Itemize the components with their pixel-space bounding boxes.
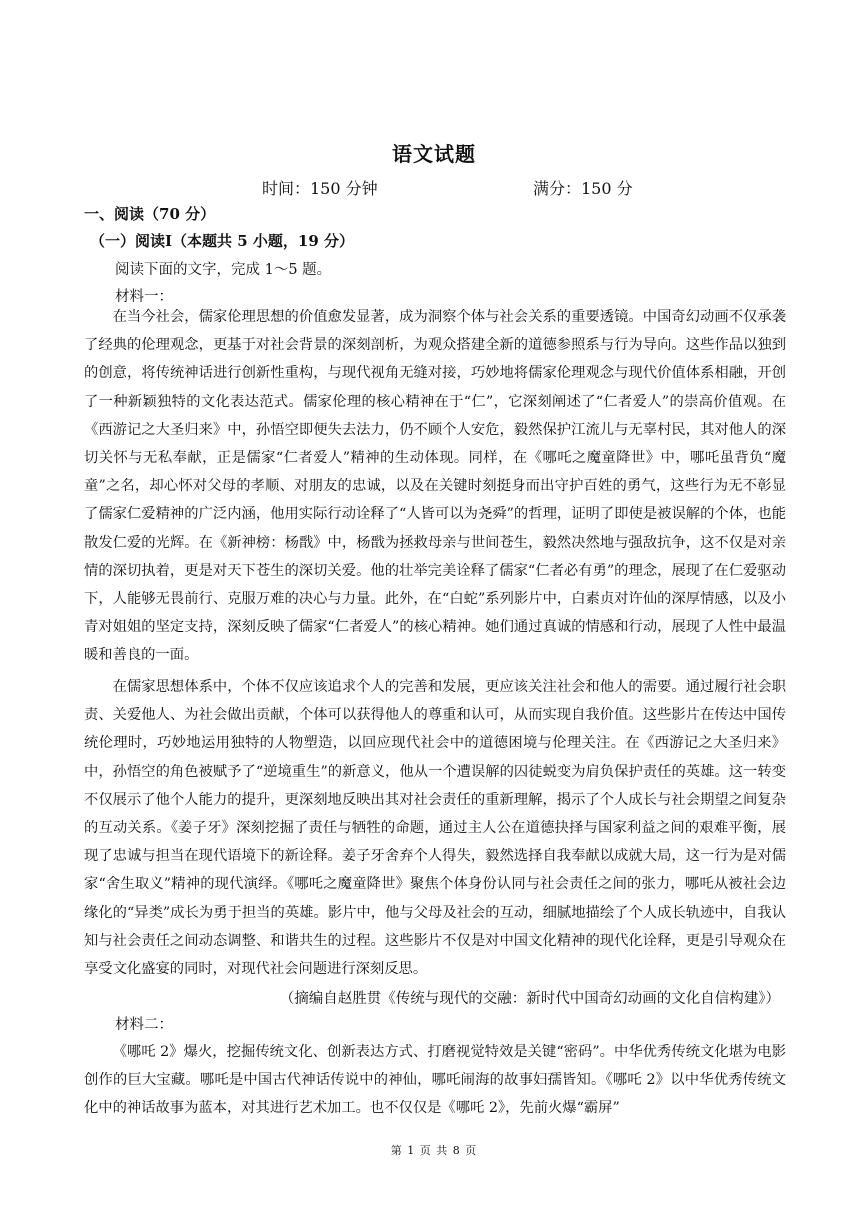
instruction-text: 阅读下面的文字，完成 1～5 题。 (115, 262, 332, 278)
exam-time: 时间：150 分钟 (262, 179, 378, 198)
material-two-label: 材料二： (115, 1017, 173, 1033)
material-one-paragraph: 在当今社会，儒家伦理思想的价值愈发显著，成为洞察个体与社会关系的重要透镜。中国奇幻动画不仅承袭了经典的伦理观念，更基于对社会背景的深刻剖析，为观众搭建全新的道德参照系与行为导向。这些作品以独到的创意，将传统神话进行创新性重构，与现代视角无缝对接，巧妙地将儒家伦理观念与现代价值体系相融，开创了一种新颖独特的文化表达范式。儒家伦理的核心精神在于“仁”，它深刻阐述了“仁者爱人”的崇高价值观。在《西游记之大圣归来》中，孙悟空即便失去法力，仍不顾个人安危，毅然保护江流儿与无辜村民，其对他人的深切关怀与无私奉献，正是儒家“仁者爱人”精神的生动体现。同样，在《哪吒之魔童降世》中，哪吒虽背负“魔童”之名，却心怀对父母的孝顺、对朋友的忠诚，以及在关键时刻挺身而出守护百姓的勇气，这些行为无不彰显了儒家仁爱精神的广泛内涵，他用实际行动诠释了“人皆可以为尧舜”的哲理，证明了即使是被误解的个体，也能散发仁爱的光辉。在《新神榜：杨戬》中，杨戬为拯救母亲与世间苍生，毅然决然地与强敌抗争，这不仅是对亲情的深切执着，更是对天下苍生的深切关爱。他的壮举完美诠释了儒家“仁者必有勇”的理念，展现了在仁爱驱动下，人能够无畏前行、克服万难的决心与力量。此外，在“白蛇”系列影片中，白素贞对许仙的深厚情感，以及小青对姐姐的坚定支持，深刻反映了儒家“仁者爱人”的核心精神。她们通过真诚的情感和行动，展现了人性中最温暖和善良的一面。 (84, 309, 786, 664)
material-one-label: 材料一： (115, 289, 173, 305)
subsection-heading: （一）阅读Ⅰ（本题共 5 小题，19 分） (90, 232, 354, 250)
section-heading: 一、阅读（70 分） (84, 205, 216, 223)
page-number: 第 1 页 共 8 页 (390, 1144, 478, 1157)
material-two-paragraph: 《哪吒 2》爆火，挖掘传统文化、创新表达方式、打磨视觉特效是关键“密码”。中华优秀传统文化堪为电影创作的巨大宝藏。哪吒是中国古代神话传说中的神仙，哪吒闹海的故事妇孺皆知。《哪吒 2》以中华优秀传统文化中的神话故事为蓝本，对其进行艺术加工。也不仅仅是《哪吒 2》，先前火爆“霸屏” (84, 1044, 786, 1117)
source-citation: （摘编自赵胜贯《传统与现代的交融：新时代中国奇幻动画的文化自信构建》） (279, 991, 780, 1007)
page-title: 语文试题 (392, 142, 476, 166)
material-one-paragraph: 在儒家思想体系中，个体不仅应该追求个人的完善和发展，更应该关注社会和他人的需要。通过履行社会职责、关爱他人、为社会做出贡献，个体可以获得他人的尊重和认可，从而实现自我价值。这些影片在传达中国传统伦理时，巧妙地运用独特的人物塑造，以回应现代社会中的道德困境与伦理关注。在《西游记之大圣归来》中，孙悟空的角色被赋予了“逆境重生”的新意义，他从一个遭误解的囚徒蜕变为肩负保护责任的英雄。这一转变不仅展示了他个人能力的提升，更深刻地反映出其对社会责任的重新理解，揭示了个人成长与社会期望之间复杂的互动关系。《姜子牙》深刻挖掘了责任与牺牲的命题，通过主人公在道德抉择与国家利益之间的艰难平衡，展现了忠诚与担当在现代语境下的新诠释。姜子牙舍弃个人得失，毅然选择自我奉献以成就大局，这一行为是对儒家“舍生取义”精神的现代演绎。《哪吒之魔童降世》聚焦个体身份认同与社会责任之间的张力，哪吒从被社会边缘化的“异类”成长为勇于担当的英雄。影片中，他与父母及社会的互动，细腻地描绘了个人成长轨迹中，自我认知与社会责任之间动态调整、和谐共生的过程。这些影片不仅是对中国文化精神的现代化诠释，更是引导观众在享受文化盛宴的同时，对现代社会问题进行深刻反思。 (84, 679, 786, 978)
exam-score: 满分：150 分 (533, 179, 633, 198)
exam-meta (0, 176, 868, 200)
